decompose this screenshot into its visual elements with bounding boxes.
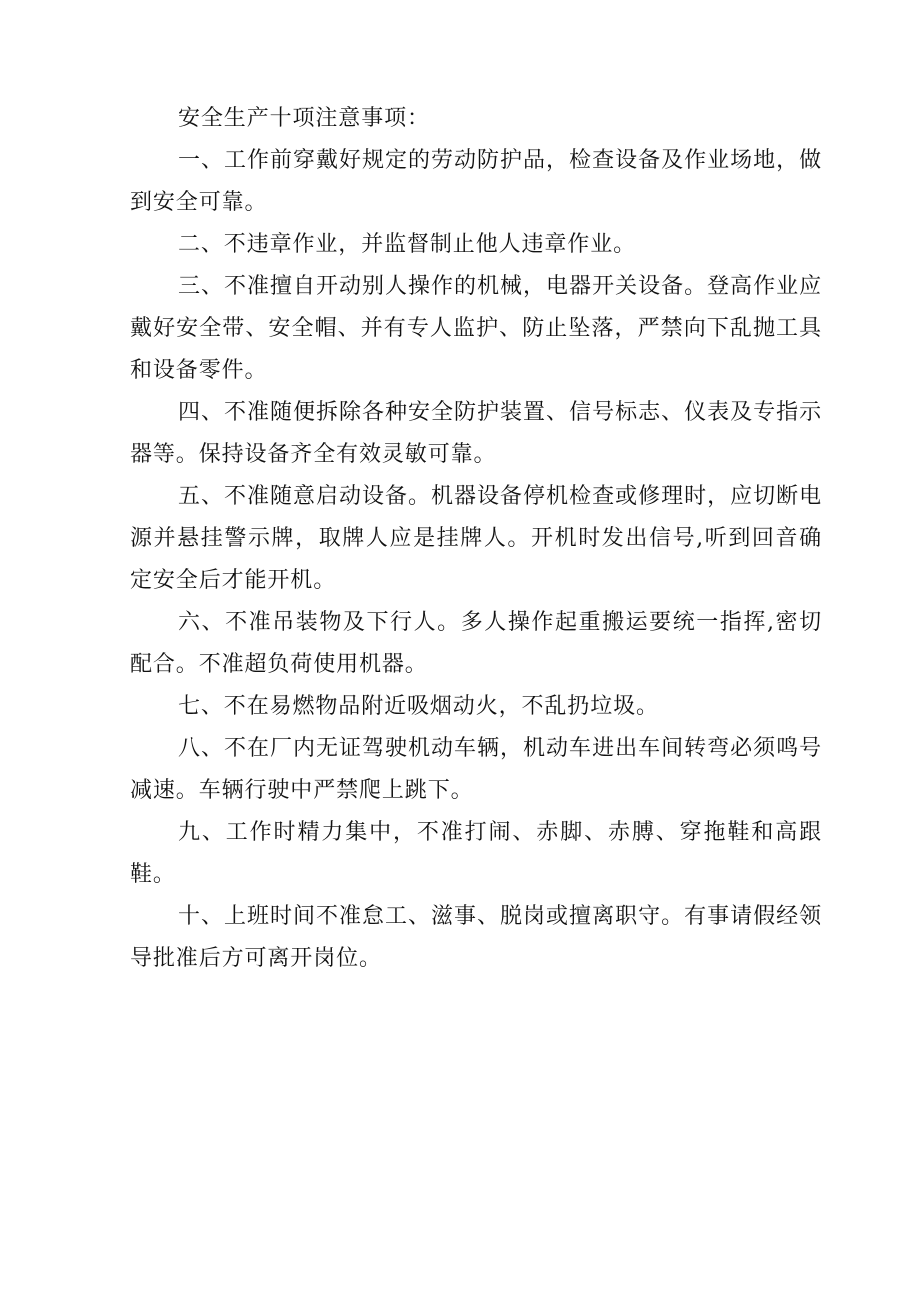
rule-item-3: 三、不准擅自开动别人操作的机械，电器开关设备。登高作业应戴好安全带、安全帽、并有专人监护、防止坠落，严禁向下乱抛工具和设备零件。 xyxy=(130,274,822,383)
rule-item-4: 四、不准随便拆除各种安全防护装置、信号标志、仪表及专指示器等。保持设备齐全有效灵敏可靠。 xyxy=(130,400,822,467)
rule-item-7: 七、不在易燃物品附近吸烟动火，不乱扔垃圾。 xyxy=(178,694,659,719)
rule-item-5: 五、不准随意启动设备。机器设备停机检查或修理时，应切断电源并悬挂警示牌，取牌人应是挂牌人。开机时发出信号,听到回音确定安全后才能开机。 xyxy=(130,484,822,593)
rule-item-9: 九、工作时精力集中，不准打闹、赤脚、赤膊、穿拖鞋和高跟鞋。 xyxy=(130,820,822,887)
rule-item-6: 六、不准吊装物及下行人。多人操作起重搬运要统一指挥,密切配合。不准超负荷使用机器。 xyxy=(130,610,822,677)
rule-item-10: 十、上班时间不准怠工、滋事、脱岗或擅离职守。有事请假经领导批准后方可离开岗位。 xyxy=(130,904,822,971)
rule-item-8: 八、不在厂内无证驾驶机动车辆，机动车进出车间转弯必须鸣号减速。车辆行驶中严禁爬上跳下。 xyxy=(130,736,822,803)
document-title: 安全生产十项注意事项： xyxy=(178,106,430,131)
document-body xyxy=(130,98,822,980)
rule-item-1: 一、工作前穿戴好规定的劳动防护品，检查设备及作业场地，做到安全可靠。 xyxy=(130,148,822,215)
rule-item-2: 二、不违章作业，并监督制止他人违章作业。 xyxy=(178,232,637,257)
